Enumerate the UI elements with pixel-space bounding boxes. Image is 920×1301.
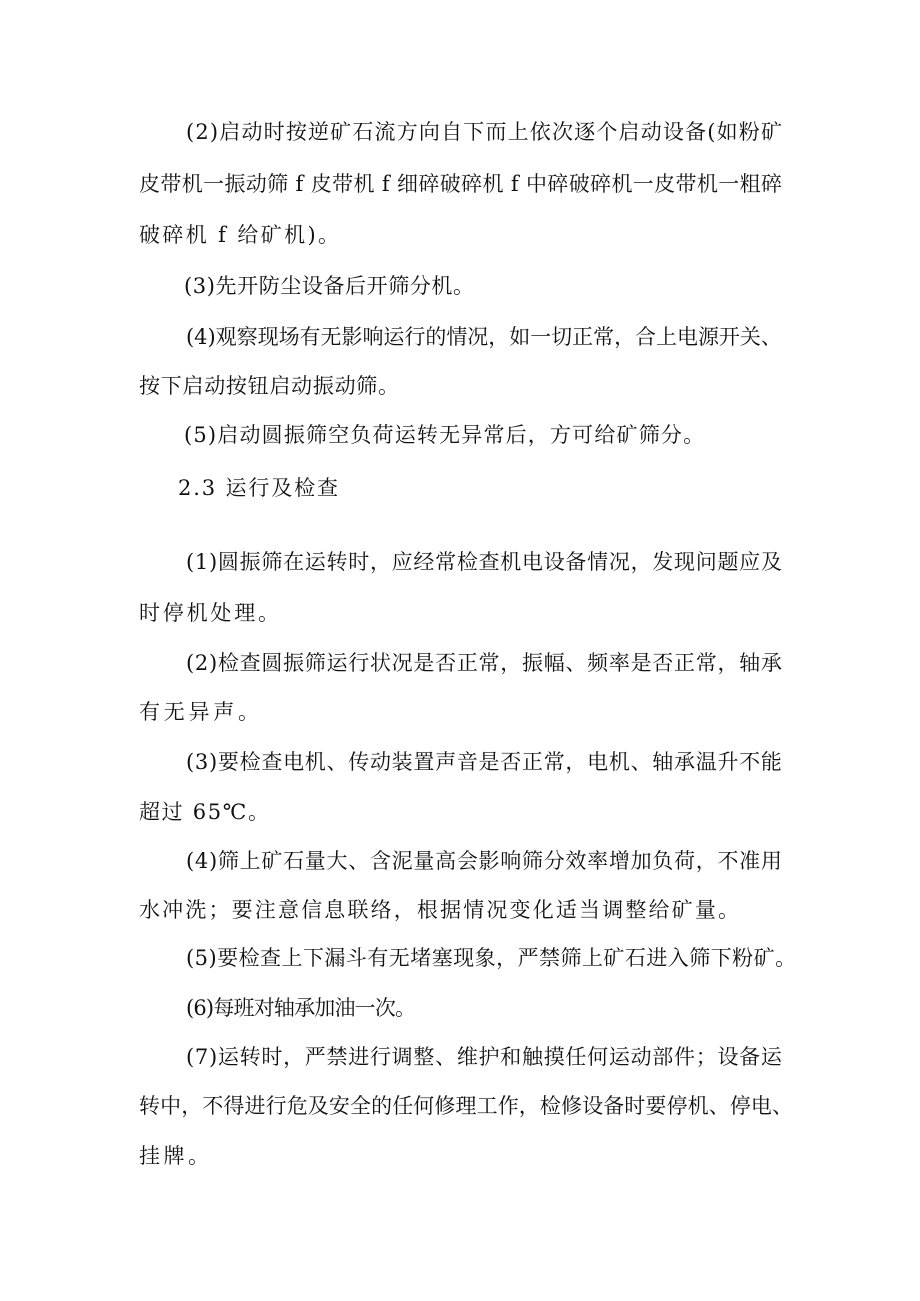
text-line: 超过 65℃。 [139, 800, 271, 824]
text-line: (5)要检查上下漏斗有无堵塞现象，严禁筛上矿石进入筛下粉矿。 [186, 946, 797, 970]
text-line: (3)先开防尘设备后开筛分机。 [184, 274, 475, 298]
section-heading: 2.3 运行及检查 [178, 476, 340, 500]
text-line: 转中，不得进行危及安全的任何修理工作，检修设备时要停机、停电、 [139, 1094, 794, 1118]
text-line: 按下启动按钮启动振动筛。 [139, 374, 400, 398]
text-line: 挂牌。 [139, 1144, 213, 1168]
text-line: 有无异声。 [139, 700, 263, 724]
text-line: (2)启动时按逆矿石流方向自下而上依次逐个启动设备(如粉矿 [186, 120, 784, 144]
text-line: (4)观察现场有无影响运行的情况，如一切正常，合上电源开关、 [186, 325, 782, 349]
text-line: 时停机处理。 [139, 601, 282, 625]
text-line: 皮带机一振动筛 f 皮带机 f 细碎破碎机 f 中碎破碎机一皮带机一粗碎 [139, 172, 783, 196]
text-line: 破碎机 f 给矿机)。 [139, 223, 342, 247]
text-line: (6)每班对轴承加油一次。 [186, 996, 416, 1020]
text-line: (1)圆振筛在运转时，应经常检查机电设备情况，发现问题应及 [186, 550, 783, 574]
text-line: (4)筛上矿石量大、含泥量高会影响筛分效率增加负荷，不准用 [186, 849, 783, 873]
text-line: (5)启动圆振筛空负荷运转无异常后，方可给矿筛分。 [184, 423, 706, 447]
text-line: (7)运转时，严禁进行调整、维护和触摸任何运动部件；设备运 [186, 1045, 783, 1069]
text-line: (2)检查圆振筛运行状况是否正常，振幅、频率是否正常，轴承 [186, 651, 783, 675]
text-line: (3)要检查电机、传动装置声音是否正常，电机、轴承温升不能 [186, 750, 783, 774]
text-line: 水冲洗；要注意信息联络，根据情况变化适当调整给矿量。 [139, 898, 742, 922]
